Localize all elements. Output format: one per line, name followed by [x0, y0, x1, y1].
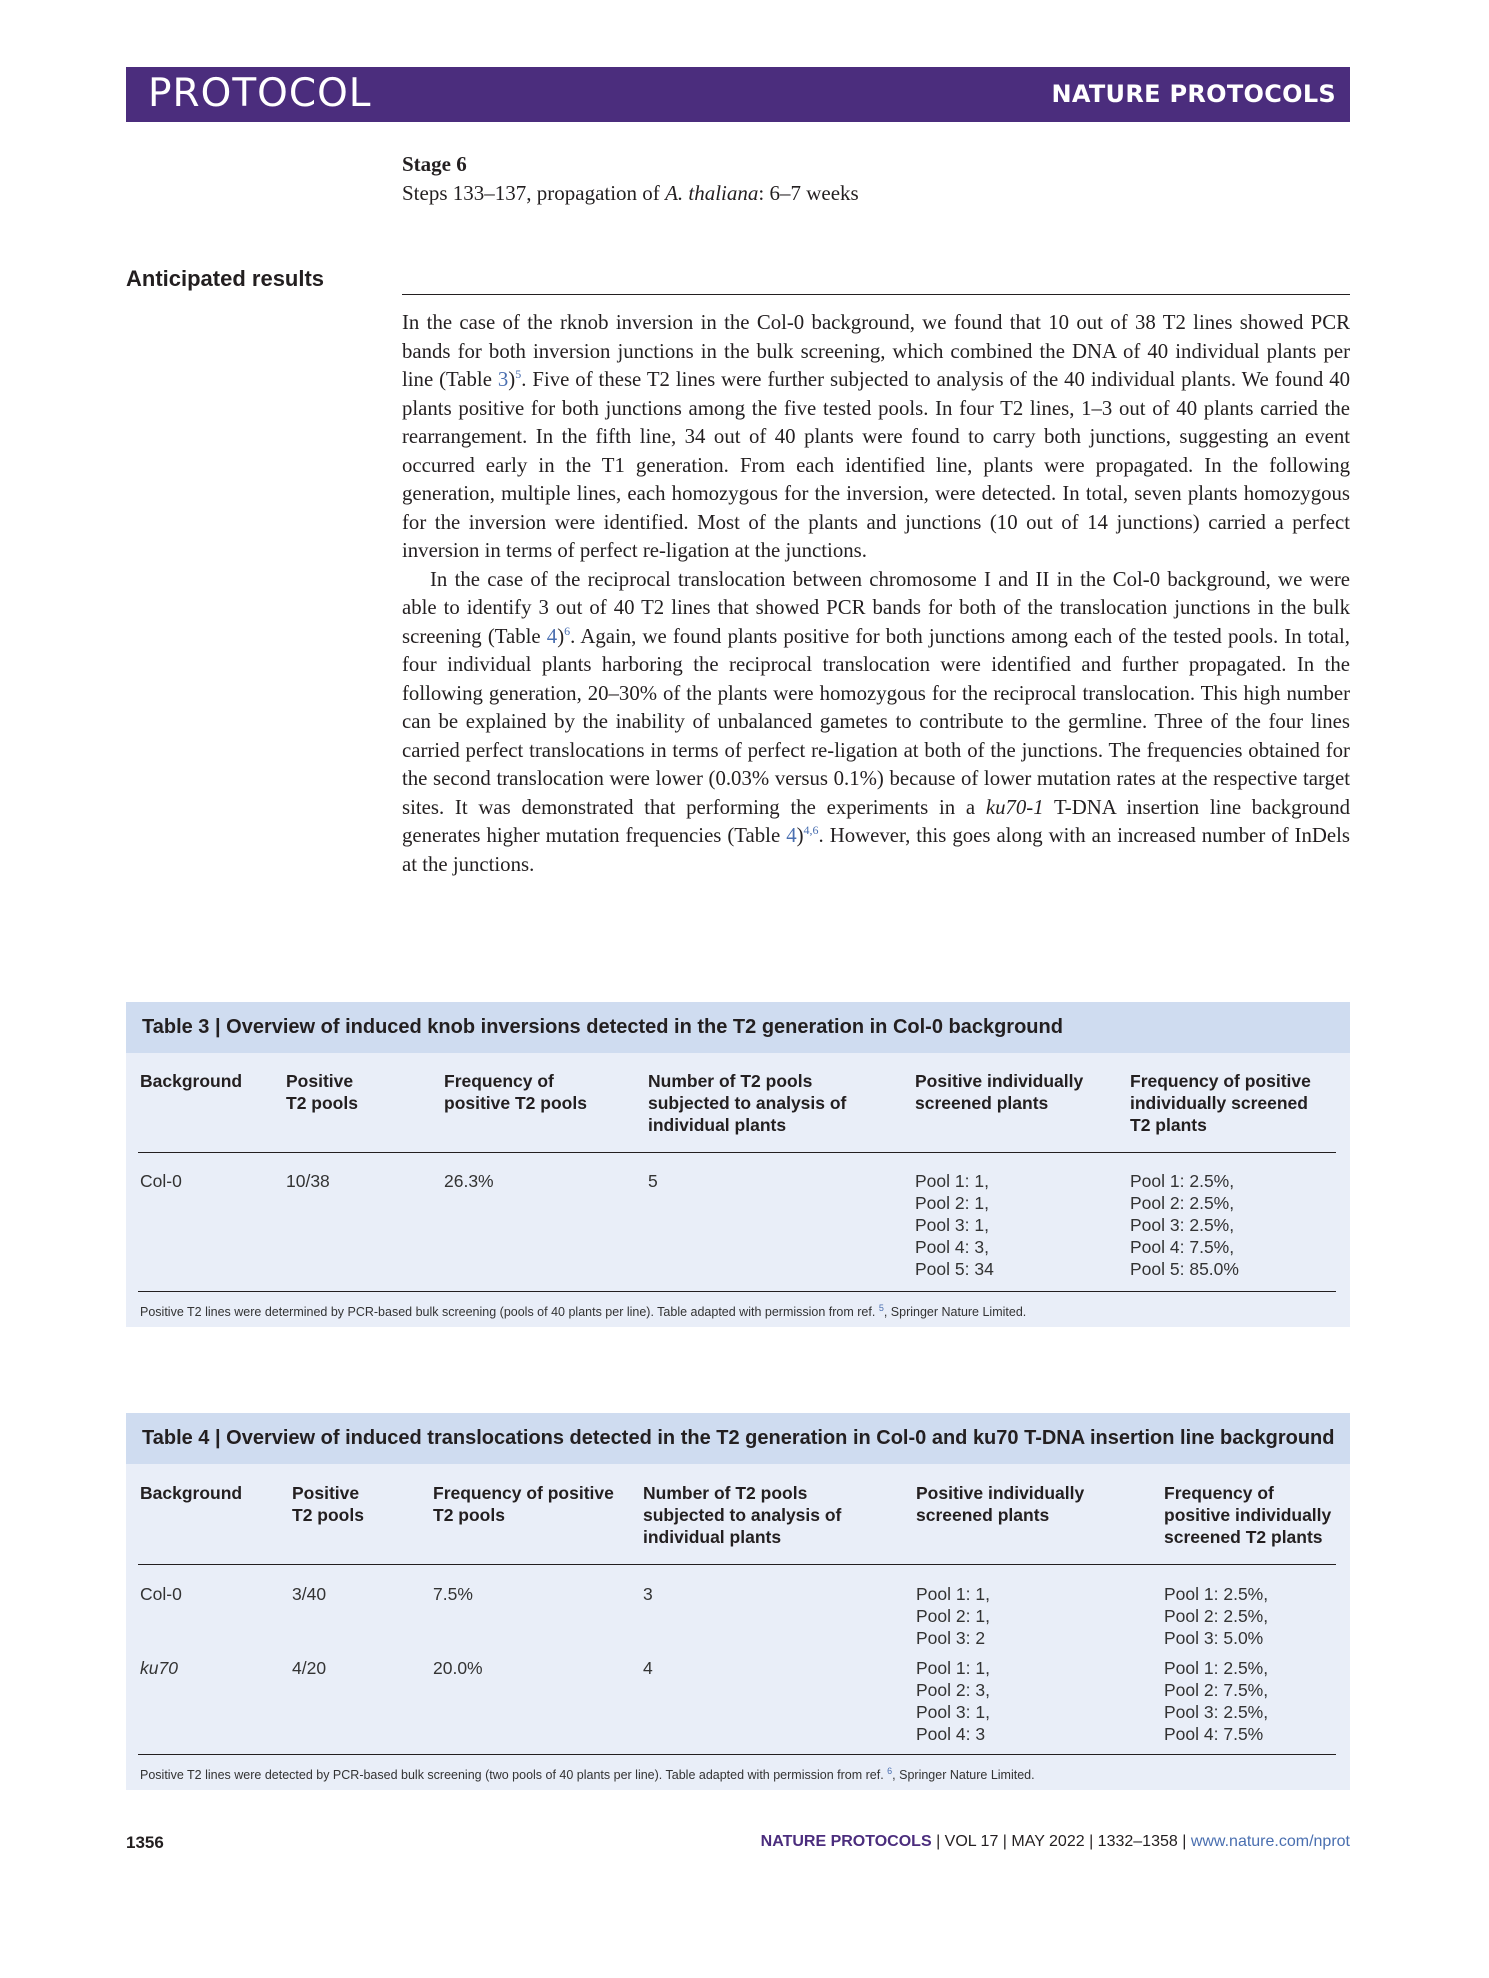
column-header: Frequency of positive T2 pools [433, 1483, 614, 1525]
cell-plants: Pool 1: 1, Pool 2: 3, Pool 3: 1, Pool 4: 3 [916, 1658, 990, 1744]
section-heading: Anticipated results [126, 266, 325, 291]
header-rule [138, 1152, 1336, 1153]
cell-frequency: 7.5% [433, 1584, 473, 1604]
cell-positive: 10/38 [286, 1171, 330, 1191]
citation-link[interactable]: 5 [515, 367, 522, 382]
column-header: Positive T2 pools [292, 1483, 364, 1525]
cell-number: 4 [643, 1658, 653, 1678]
stage-title: Stage 6 [402, 152, 467, 176]
paragraph-1: In the case of the rknob inversion in the Col-0 background, we found that 10 out of 38 T2 lines showed PCR bands for both inversion junctions in the bulk screening, which combined the DNA of 40 individual plants per line (Table 3)$^5$. Five of these T2 lines were further subjected to analysis of the 40 individual plants. We found 40 plants positive for both junctions among the five tested pools. In four T2 lines, 1–3 out of 40 plants carried the rearrangement. In the fifth line, 34 out of 40 plants were found to carry both junctions, suggesting an event occurred early in the T1 generation. From each identified line, plants were propagated. In the following generation, multiple lines, each homozygous for the inversion, were detected. In total, seven plants homozygous for the inversion were identified. Most of the plants and junctions (10 out of 14 junctions) carried a perfect inversion in terms of perfect re-ligation at the junctions. [402, 311, 1350, 562]
column-header: Number of T2 pools subjected to analysis of individual plants [648, 1071, 847, 1135]
page-number: 1356 [126, 1833, 164, 1852]
cell-number: 5 [648, 1171, 658, 1191]
journal-url-link[interactable]: www.nature.com/nprot [1190, 1833, 1350, 1850]
column-header: Frequency of positive individually screened T2 plants [1164, 1483, 1332, 1547]
table-footnote: Positive T2 lines were detected by PCR-based bulk screening (two pools of 40 plants per line). Table adapted with permission from ref. $^6$, Springer Nature Limited. [140, 1766, 1035, 1783]
column-header: Frequency of positive individually screened T2 plants [1130, 1071, 1311, 1135]
cell-plants: Pool 1: 1, Pool 2: 1, Pool 3: 1, Pool 4: 3, Pool 5: 34 [915, 1171, 994, 1279]
cell-frequency: 26.3% [444, 1171, 494, 1191]
table-3 [126, 1002, 1350, 1327]
header-rule [138, 1564, 1336, 1565]
column-header: Background [140, 1071, 243, 1091]
table-ref-link[interactable]: 4 [546, 624, 558, 648]
body-text [402, 309, 1350, 879]
cell-positive: 3/40 [292, 1584, 327, 1604]
paragraph-2: In the case of the reciprocal translocation between chromosome I and II in the Col-0 background, we were able to identify 3 out of 40 T2 lines that showed PCR bands for both of the translocation junctions in the bulk screening (Table 4)$^6$. Again, we found plants positive for both junctions among each of the tested pools. In total, four individual plants harboring the reciprocal translocation were identified and further propagated. In the following generation, 20–30% of the plants were homozygous for the reciprocal translocation. This high number can be explained by the inability of unbalanced gametes to contribute to the germline. Three of the four lines carried perfect translocations in terms of perfect re-ligation at both of the junctions. The frequencies obtained for the second translocation were lower (0.03% versus 0.1%) because of lower mutation rates at the respective target sites. It was demonstrated that performing the experiments in a ku70-1 T-DNA insertion line background generates higher mutation frequencies (Table 4)$^{4,6}$. However, this goes along with an increased number of InDels at the junctions. [402, 567, 1350, 876]
column-header: Frequency of positive T2 pools [444, 1071, 587, 1113]
cell-freq-plants: Pool 1: 2.5%, Pool 2: 2.5%, Pool 3: 5.0% [1164, 1584, 1269, 1648]
cell-frequency: 20.0% [433, 1658, 483, 1678]
column-header: Positive individually screened plants [916, 1483, 1085, 1525]
cell-freq-plants: Pool 1: 2.5%, Pool 2: 2.5%, Pool 3: 2.5%, Pool 4: 7.5%, Pool 5: 85.0% [1130, 1171, 1239, 1279]
cell-plants: Pool 1: 1, Pool 2: 1, Pool 3: 2 [916, 1584, 990, 1648]
citation-link[interactable]: 4,6 [803, 823, 819, 838]
table-title: Table 4 | Overview of induced translocations detected in the T2 generation in Col-0 and ku70 T-DNA insertion line background [126, 1413, 1350, 1464]
cell-positive: 4/20 [292, 1658, 327, 1678]
header-bar [126, 67, 1350, 122]
stage-text: Steps 133–137, propagation of A. thaliana: 6–7 weeks [402, 181, 859, 205]
cell-background: Col-0 [140, 1584, 182, 1604]
table-4 [126, 1413, 1350, 1790]
citation-link[interactable]: 6 [564, 623, 571, 638]
bottom-rule [138, 1754, 1336, 1755]
table-ref-link[interactable]: 3 [497, 368, 509, 391]
table-ref-link[interactable]: 4 [786, 824, 797, 847]
cell-background: Col-0 [140, 1171, 182, 1191]
cell-freq-plants: Pool 1: 2.5%, Pool 2: 7.5%, Pool 3: 2.5%, Pool 4: 7.5% [1164, 1658, 1269, 1744]
column-header: Positive individually screened plants [915, 1071, 1084, 1113]
header-section-label: PROTOCOL [148, 71, 372, 116]
table-footnote: Positive T2 lines were determined by PCR-based bulk screening (pools of 40 plants per line). Table adapted with permission from ref. $^5$, Springer Nature Limited. [140, 1303, 1027, 1320]
footer-citation: NATURE PROTOCOLS | VOL 17 | MAY 2022 | 1332–1358 | www.nature.com/nprot [760, 1833, 1350, 1850]
column-header: Background [140, 1483, 243, 1503]
section-divider [402, 294, 1350, 295]
column-header: Number of T2 pools subjected to analysis of individual plants [643, 1483, 842, 1547]
bottom-rule [138, 1291, 1336, 1292]
column-header: Positive T2 pools [286, 1071, 358, 1113]
header-journal-name: NATURE PROTOCOLS [1051, 80, 1336, 108]
cell-background: ku70 [140, 1658, 178, 1678]
cell-number: 3 [643, 1584, 653, 1604]
table-title: Table 3 | Overview of induced knob inversions detected in the T2 generation in Col-0 background [126, 1002, 1350, 1053]
